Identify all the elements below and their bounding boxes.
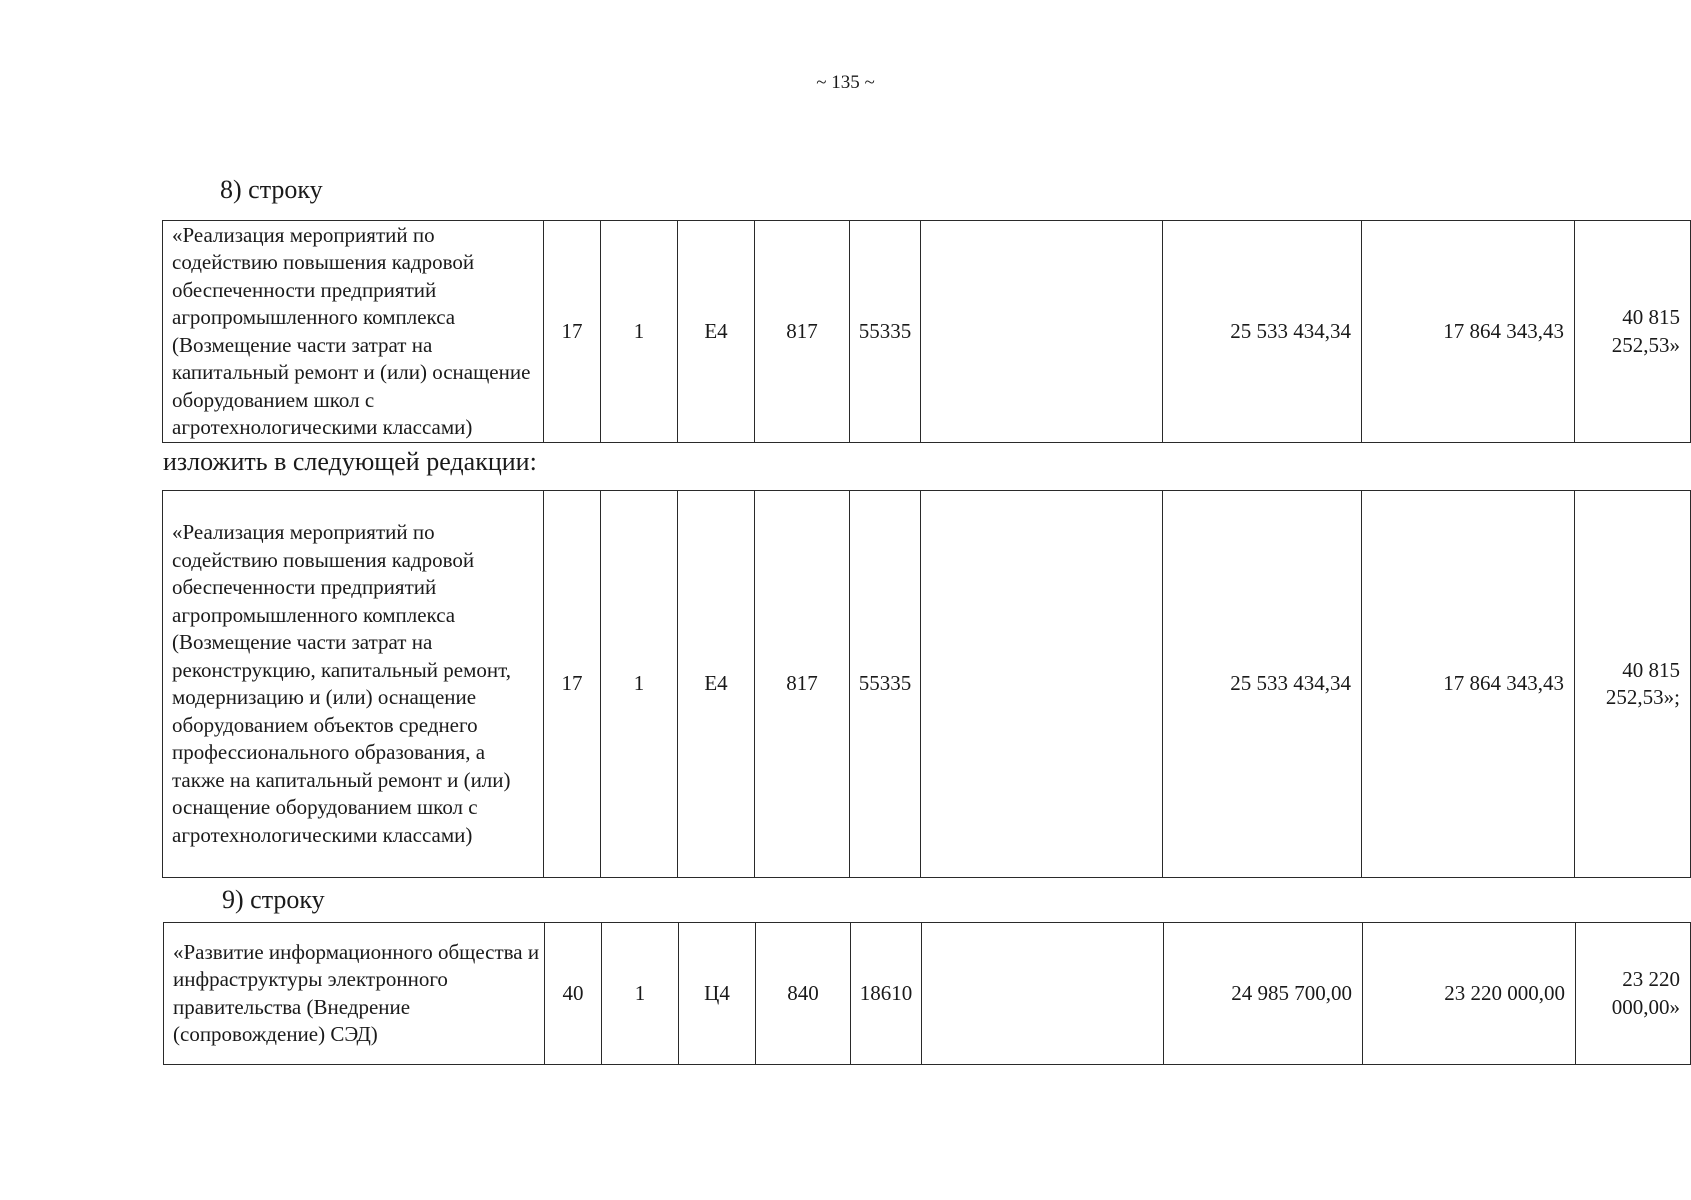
section-8-new-table [162,490,1691,878]
row-description: «Развитие информационного общества и инфраструктуры электронного правительства (Внедрение (сопровождение) СЭД) [164,923,545,1065]
page-number: ~ 135 ~ [816,72,875,93]
cell-amount-2: 23 220 000,00 [1363,923,1576,1065]
cell-code-2: 1 [601,491,678,878]
cell-code-3: Е4 [678,491,755,878]
cell-code-5: 55335 [850,491,921,878]
cell-code-3: Е4 [678,221,755,443]
cell-amount-2: 17 864 343,43 [1362,221,1575,443]
section-9-heading: 9) строку [222,885,325,914]
table-row [163,491,1691,878]
cell-amount-1: 25 533 434,34 [1163,491,1362,878]
row-description: «Реализация мероприятий по содействию повышения кадровой обеспеченности предприятий агропромышленного комплекса (Возмещение части затрат на реконструкцию, капитальный ремонт, модернизацию и (или) оснащение оборудованием объектов среднего профессионального образования, а также на капитальный ремонт и (или) оснащение оборудованием школ с агротехнологическими классами) [163,491,544,878]
instruction-text: изложить в следующей редакции: [163,447,537,476]
cell-amount-2: 17 864 343,43 [1362,491,1575,878]
cell-amount-3: 40 815 252,53» [1575,221,1691,443]
table-row [163,221,1691,443]
cell-code-4: 817 [755,221,850,443]
row-description: «Реализация мероприятий по содействию повышения кадровой обеспеченности предприятий агропромышленного комплекса (Возмещение части затрат на капитальный ремонт и (или) оснащение оборудованием школ с агротехнологическими классами) [163,221,544,443]
section-8-old-table [162,220,1691,443]
cell-code-1: 17 [544,221,601,443]
cell-code-3: Ц4 [679,923,756,1065]
cell-code-4: 817 [755,491,850,878]
cell-code-2: 1 [601,221,678,443]
cell-amount-3: 40 815 252,53»; [1575,491,1691,878]
cell-code-1: 40 [545,923,602,1065]
cell-code-6 [921,491,1163,878]
section-8-heading: 8) строку [220,175,323,204]
cell-code-5: 55335 [850,221,921,443]
cell-amount-1: 24 985 700,00 [1164,923,1363,1065]
cell-amount-1: 25 533 434,34 [1163,221,1362,443]
cell-code-5: 18610 [851,923,922,1065]
cell-code-1: 17 [544,491,601,878]
cell-code-6 [922,923,1164,1065]
cell-code-4: 840 [756,923,851,1065]
cell-code-2: 1 [602,923,679,1065]
cell-code-6 [921,221,1163,443]
section-9-old-table [163,922,1691,1065]
table-row [164,923,1691,1065]
cell-amount-3: 23 220 000,00» [1576,923,1691,1065]
